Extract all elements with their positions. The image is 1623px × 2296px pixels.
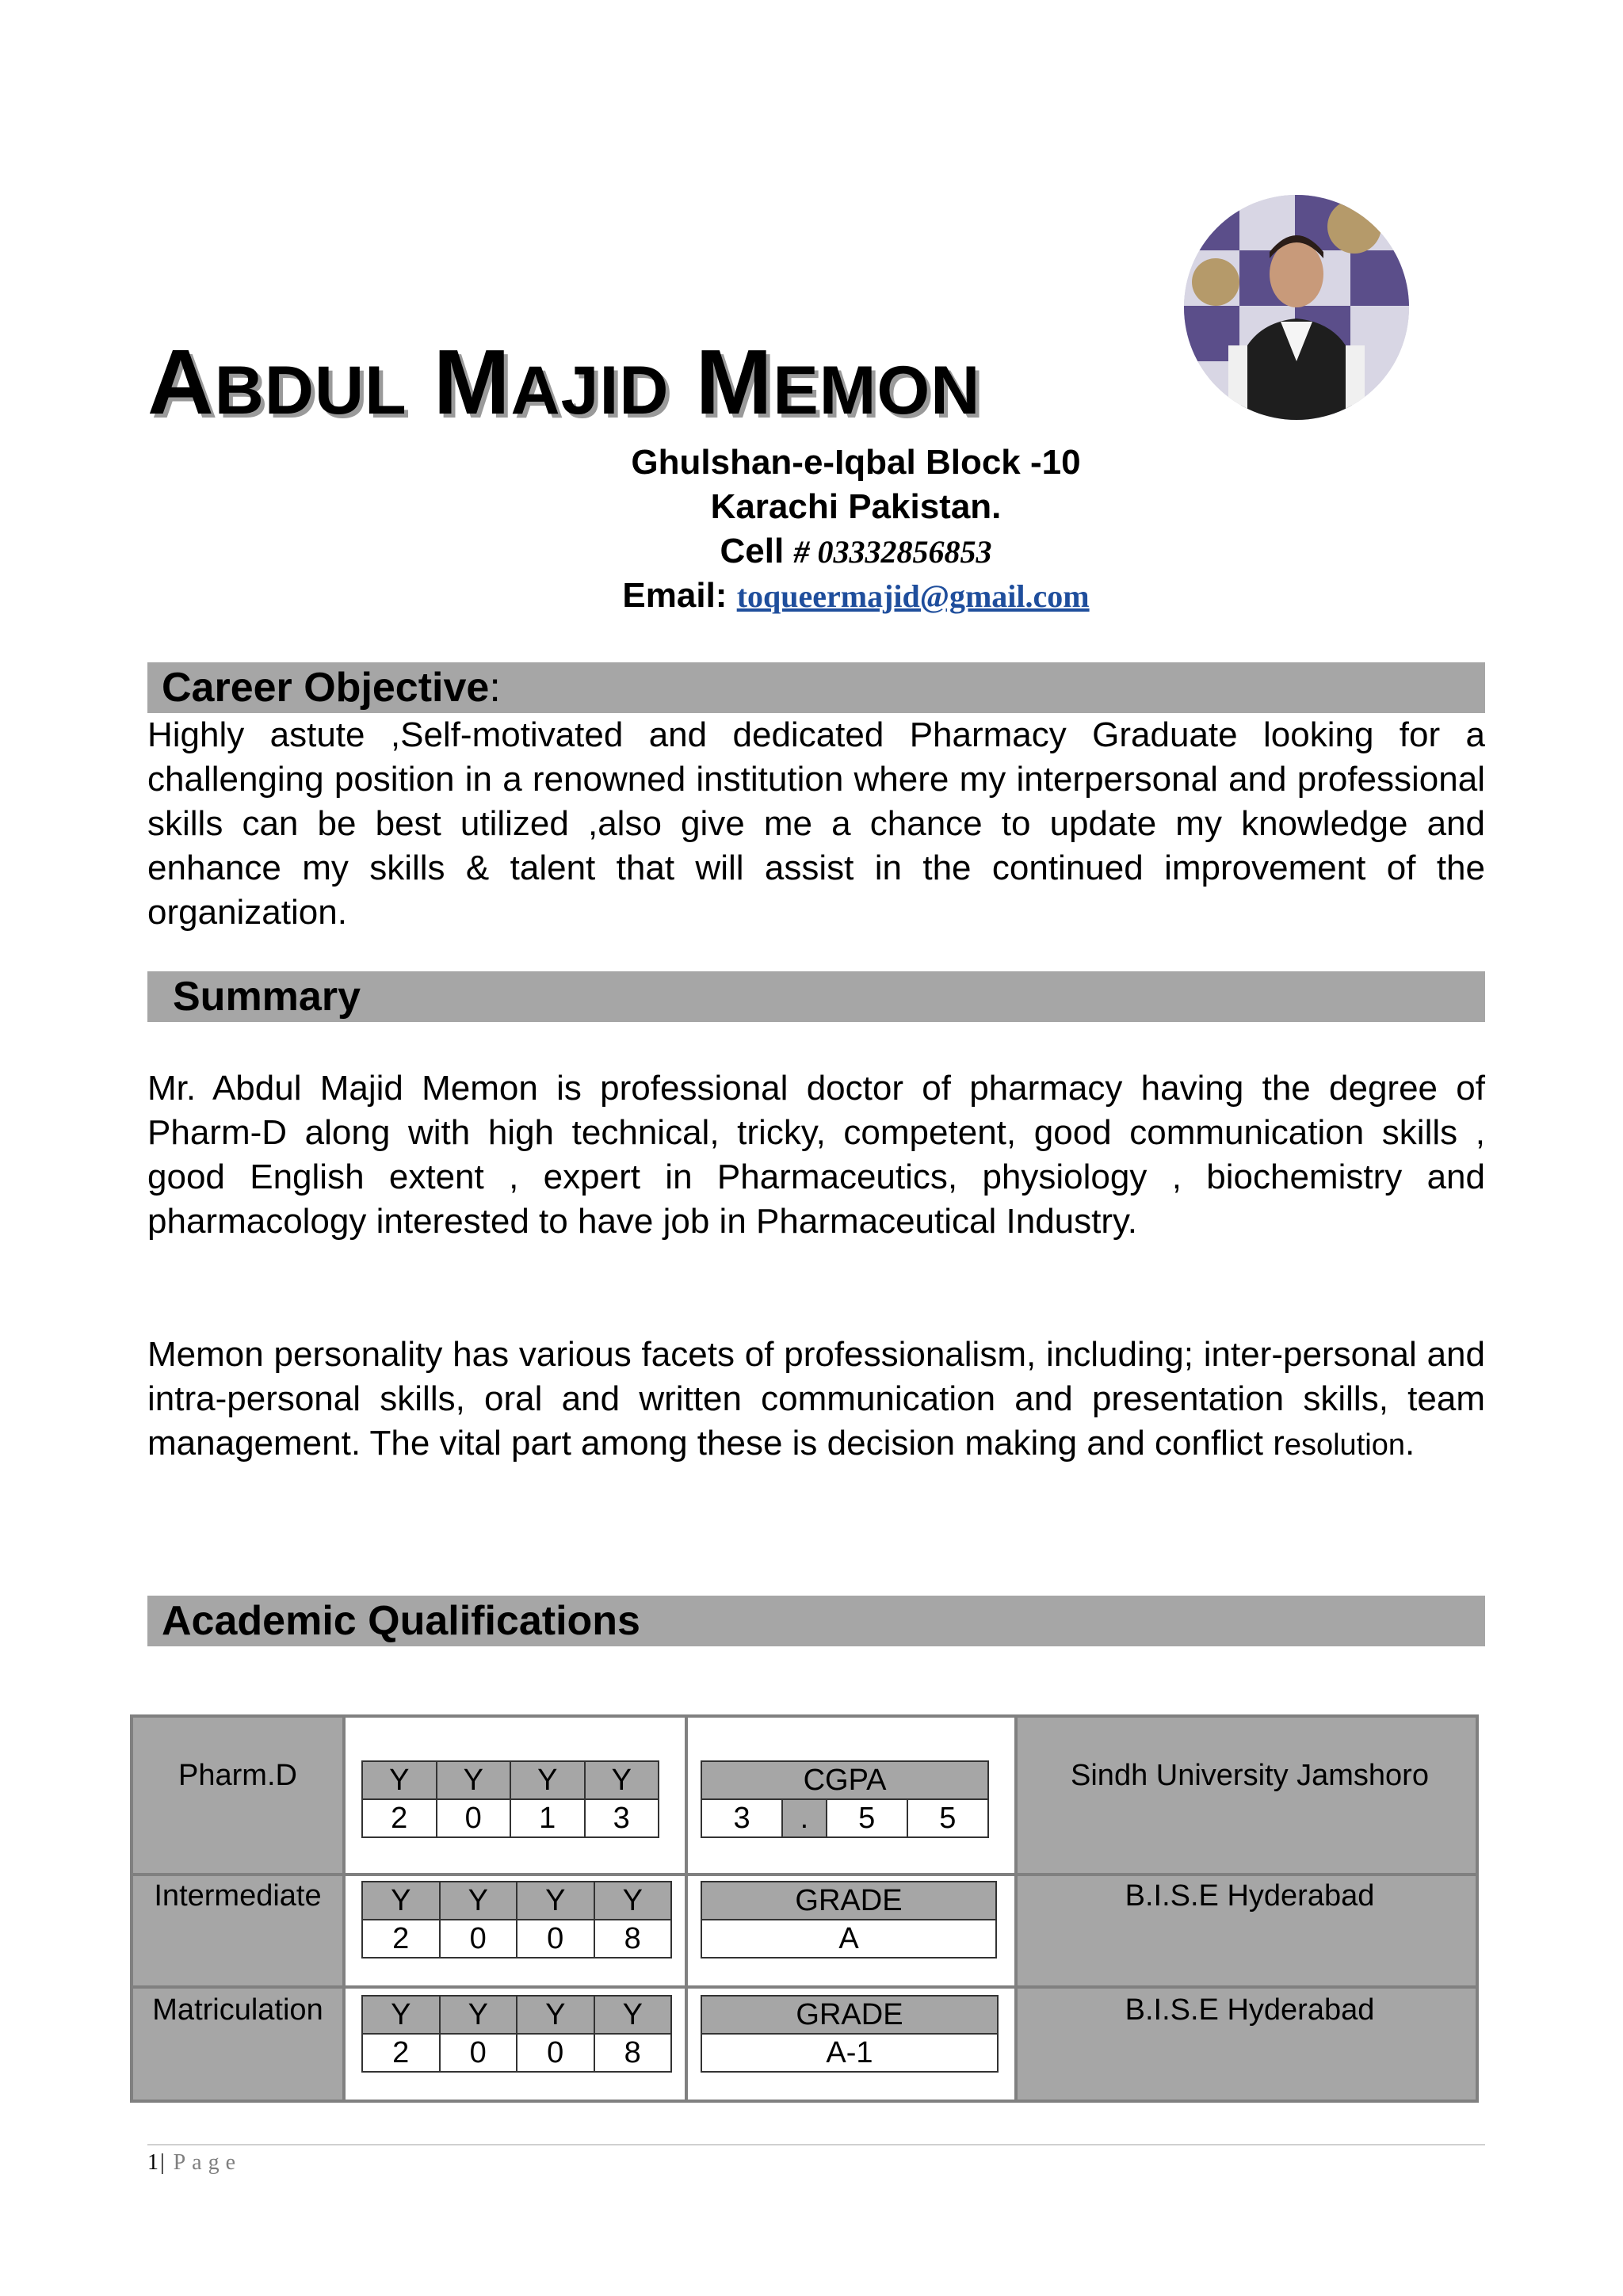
summary-heading: Summary bbox=[173, 974, 361, 1020]
name-part-first: ABDUL bbox=[147, 330, 407, 433]
degree-matriculation: Matriculation bbox=[152, 1993, 323, 2027]
summary-paragraph-1: Mr. Abdul Majid Memon is professional doctor of pharmacy having the degree of Pharm-D along with high technical, tricky, competent, good communication skills , good English extent , expert in Pharmaceutics, physiology , biochemistry and pharmacology interested to have job in Pharmaceutical Industry. bbox=[147, 1069, 1485, 1241]
institution-intermediate: B.I.S.E Hyderabad bbox=[1125, 1879, 1375, 1913]
academic-table bbox=[130, 1714, 1479, 2103]
email-link[interactable]: toqueermajid@gmail.com bbox=[736, 578, 1090, 614]
footer-divider bbox=[147, 2144, 1485, 2145]
email-label: Email: bbox=[622, 576, 727, 615]
name-part-middle: MAJID bbox=[433, 330, 670, 433]
career-objective-heading: Career Objective: bbox=[162, 665, 501, 711]
name-part-last: MEMON bbox=[695, 330, 981, 433]
grade-grid-matriculation: GRADE A-1 bbox=[701, 1995, 999, 2073]
page-separator: | bbox=[160, 2150, 166, 2175]
cell-line bbox=[444, 529, 1268, 574]
email-line bbox=[444, 574, 1268, 619]
address-line-2: Karachi Pakistan. bbox=[710, 487, 1002, 526]
year-grid-pharmd: Y Y Y Y 2 0 1 3 bbox=[361, 1760, 659, 1838]
address-line-1: Ghulshan-e-Iqbal Block -10 bbox=[631, 443, 1081, 482]
year-grid-matriculation: Y Y Y Y 2 0 0 8 bbox=[361, 1995, 672, 2073]
institution-matriculation: B.I.S.E Hyderabad bbox=[1125, 1993, 1375, 2027]
page-number: 1 bbox=[147, 2150, 160, 2175]
profile-photo bbox=[1184, 195, 1409, 420]
cell-number: # 03332856853 bbox=[793, 534, 992, 570]
grade-grid-intermediate: GRADE A bbox=[701, 1881, 997, 1958]
academic-heading: Academic Qualifications bbox=[162, 1598, 640, 1644]
profile-photo-illustration bbox=[1184, 195, 1409, 420]
cgpa-grid: CGPA 3 . 5 5 bbox=[701, 1760, 989, 1838]
institution-pharmd: Sindh University Jamshoro bbox=[1071, 1759, 1429, 1792]
page-label: Page bbox=[173, 2150, 242, 2175]
candidate-name bbox=[147, 330, 981, 433]
degree-intermediate: Intermediate bbox=[154, 1879, 322, 1913]
degree-pharmd: Pharm.D bbox=[178, 1759, 297, 1792]
cell-label: Cell bbox=[720, 532, 785, 570]
career-objective-text: Highly astute ,Self-motivated and dedicated Pharmacy Graduate looking for a challenging position in a renowned institution where my interpersonal and professional skills can be best utilized ,also give me a chance to update my knowledge and enhance my skills & talent that will assist in the continued improvement of the organization. bbox=[147, 715, 1485, 932]
year-grid-intermediate: Y Y Y Y 2 0 0 8 bbox=[361, 1881, 672, 1958]
page-footer bbox=[147, 2150, 242, 2176]
summary-paragraph-2: Memon personality has various facets of professionalism, including; inter-personal and intra-personal skills, oral and written communication and presentation skills, team management. The vital part among these is decision making and conflict resolution. bbox=[147, 1335, 1485, 1463]
